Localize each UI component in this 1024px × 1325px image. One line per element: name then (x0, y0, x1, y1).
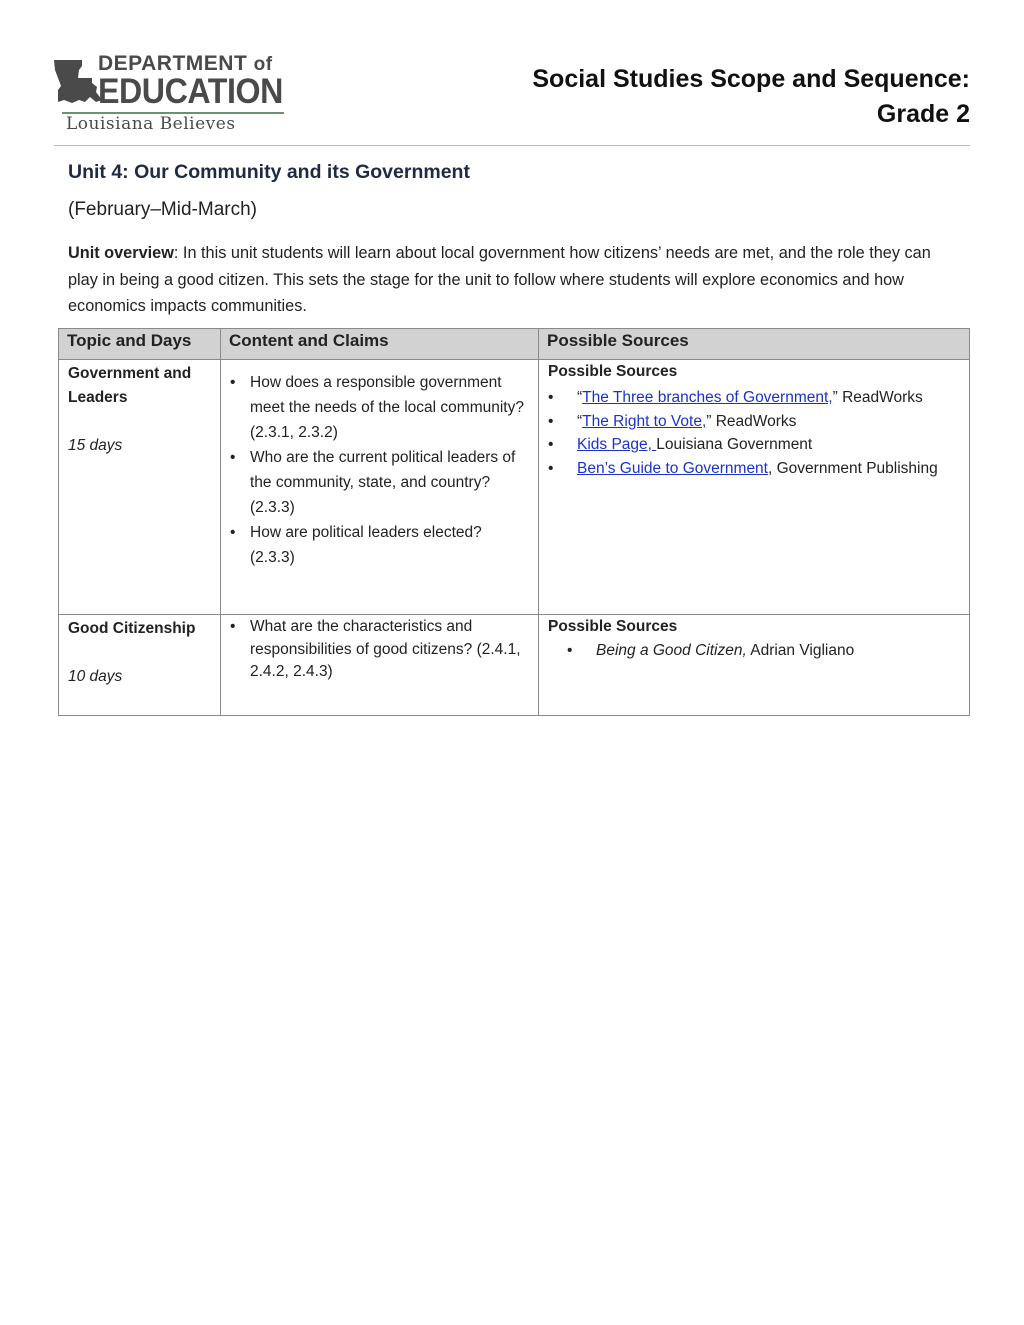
scope-table (58, 328, 970, 716)
topic-days: 15 days (68, 437, 123, 454)
logo-department-text: DEPARTMENT of (98, 52, 273, 75)
header-possible-sources: Possible Sources (539, 329, 970, 360)
claim-item: • What are the characteristics and responsibilities of good citizens? (2.4.1, 2.4.2, 2.4.3) (250, 616, 530, 684)
louisiana-state-icon (52, 56, 104, 108)
source-item (596, 640, 961, 662)
sources-cell (539, 360, 970, 615)
header-content-and-claims: Content and Claims (221, 329, 539, 360)
source-item: • “The Three branches of Government,” ReadWorks (577, 386, 961, 410)
logo-tagline: Louisiana Believes (66, 114, 236, 134)
unit-title: Unit 4: Our Community and its Government (68, 161, 470, 183)
unit-dates: (February–Mid-March) (68, 199, 257, 220)
source-item: • Ben’s Guide to Government, Government Publishing (577, 457, 961, 481)
claim-item: • How are political leaders elected? (2.3.3) (250, 520, 530, 570)
source-title: Being a Good Citizen, (596, 642, 747, 659)
header-topic-and-days: Topic and Days (59, 329, 221, 360)
topic-name: Good Citizenship (68, 620, 196, 637)
document-title (532, 62, 970, 132)
unit-overview (68, 240, 958, 320)
logo-education-text: EDUCATION (98, 72, 283, 111)
topic-name: Government and Leaders (68, 365, 192, 406)
unit-overview-label: Unit overview (68, 244, 174, 262)
topic-days: 10 days (68, 668, 123, 685)
department-of-education-logo (52, 52, 292, 134)
source-link-three-branches[interactable]: The Three branches of Government, (582, 389, 833, 406)
source-item: • Kids Page, Louisiana Government (577, 433, 961, 457)
claims-cell (221, 360, 539, 615)
sources-heading: Possible Sources (548, 363, 678, 380)
table-row (59, 360, 970, 615)
source-item: • “The Right to Vote,” ReadWorks (577, 410, 961, 434)
source-link-kids-page[interactable]: Kids Page, (577, 436, 657, 453)
document-title-line-1: Social Studies Scope and Sequence: (532, 65, 970, 93)
table-header-row (59, 329, 970, 360)
claims-cell (221, 615, 539, 716)
claim-item: • How does a responsible government meet the needs of the local community? (2.3.1, 2.3.2) (250, 370, 530, 445)
sources-cell (539, 615, 970, 716)
sources-heading: Possible Sources (548, 618, 678, 635)
source-link-right-to-vote[interactable]: The Right to Vote, (582, 412, 707, 430)
unit-overview-text: : In this unit students will learn about local government how citizens’ needs are met, and the role they can play in being a good citizen. This sets the stage for the unit to follow where students will explore economics and how economics impacts communities. (68, 244, 931, 315)
claim-item: • Who are the current political leaders of the community, state, and country? (2.3.3) (250, 445, 530, 520)
topic-cell (59, 615, 221, 716)
source-link-bens-guide[interactable]: Ben’s Guide to Government (577, 459, 768, 477)
topic-cell (59, 360, 221, 615)
source-author: Adrian Vigliano (746, 642, 855, 659)
table-row (59, 615, 970, 716)
header-divider (54, 145, 970, 146)
document-title-line-2: Grade 2 (876, 100, 970, 128)
